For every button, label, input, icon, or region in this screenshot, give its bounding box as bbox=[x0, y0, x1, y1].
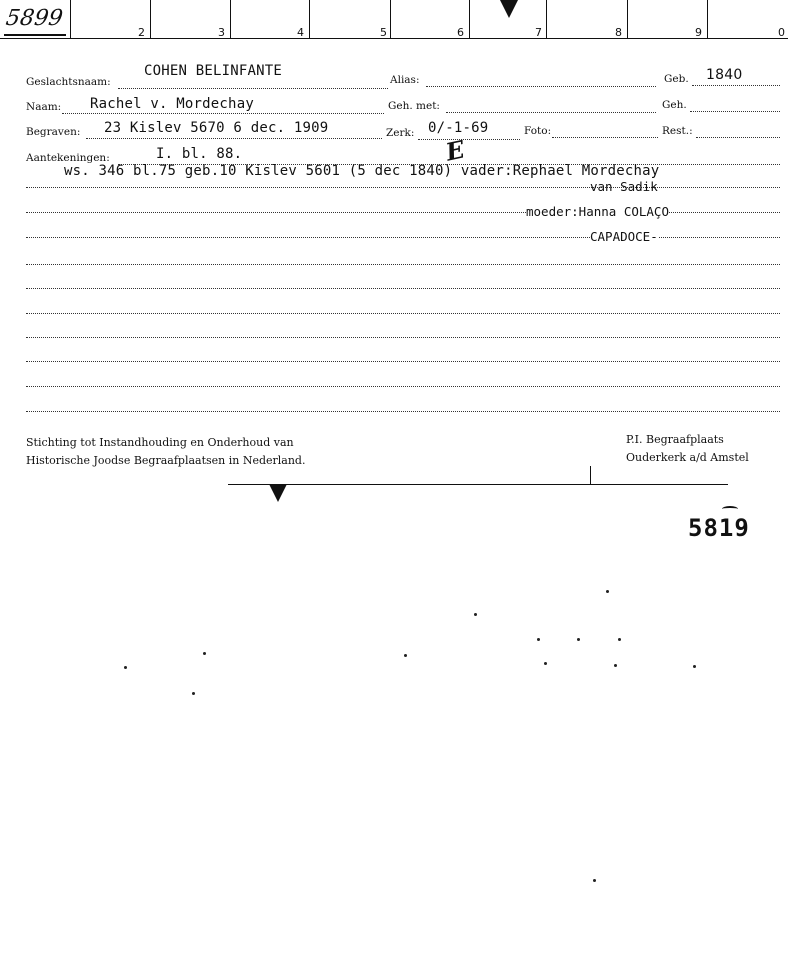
field-line bbox=[446, 112, 656, 113]
column-label-9: 9 bbox=[695, 26, 702, 39]
label-geb: Geb. bbox=[664, 73, 689, 85]
value-geb: 1840 bbox=[706, 67, 743, 83]
field-line bbox=[426, 86, 656, 87]
note-line bbox=[26, 337, 780, 338]
scan-speck bbox=[192, 692, 195, 695]
column-label-8: 8 bbox=[615, 26, 622, 39]
column-label-2: 2 bbox=[138, 26, 145, 39]
footer-left-line-2: Historische Joodse Begraafplaatsen in Nederland. bbox=[26, 454, 306, 467]
label-geh: Geh. bbox=[662, 99, 687, 111]
label-aantekeningen: Aantekeningen: bbox=[26, 152, 110, 164]
column-label-3: 3 bbox=[218, 26, 225, 39]
note-line-2: moeder:Hanna COLAÇO bbox=[526, 204, 669, 219]
note-line bbox=[26, 386, 780, 387]
note-line bbox=[26, 237, 780, 238]
note-line-1b: van Sadik bbox=[590, 179, 658, 194]
column-label-5: 5 bbox=[380, 26, 387, 39]
value-zerk: 0/-1-69 bbox=[428, 120, 489, 136]
label-foto: Foto: bbox=[524, 125, 552, 137]
field-line bbox=[692, 85, 780, 86]
column-divider bbox=[230, 0, 231, 38]
note-line bbox=[26, 411, 780, 412]
triangle-marker-icon bbox=[500, 0, 518, 18]
scan-speck bbox=[614, 664, 617, 667]
label-alias: Alias: bbox=[390, 74, 420, 86]
label-zerk: Zerk: bbox=[386, 127, 415, 139]
column-label-4: 4 bbox=[297, 26, 304, 39]
scan-speck bbox=[693, 665, 696, 668]
field-line bbox=[118, 88, 388, 89]
column-divider bbox=[70, 0, 71, 38]
column-label-0: 0 bbox=[778, 26, 785, 39]
field-line bbox=[418, 139, 520, 140]
footer-left-line-1: Stichting tot Instandhouding en Onderhoud van bbox=[26, 436, 294, 449]
scan-speck bbox=[537, 638, 540, 641]
label-begraven: Begraven: bbox=[26, 126, 81, 138]
scan-speck bbox=[618, 638, 621, 641]
field-line bbox=[86, 138, 382, 139]
value-aantekeningen: I. bl. 88. bbox=[156, 146, 243, 162]
card-bottom-edge bbox=[228, 484, 728, 485]
field-line bbox=[696, 137, 780, 138]
footer-right-line-2: Ouderkerk a/d Amstel bbox=[626, 451, 749, 464]
stamp-number: 5819 bbox=[688, 514, 750, 542]
note-line bbox=[26, 187, 780, 188]
column-divider bbox=[546, 0, 547, 38]
scan-speck bbox=[124, 666, 127, 669]
footer-right-line-1: P.I. Begraafplaats bbox=[626, 433, 724, 446]
scan-speck bbox=[593, 879, 596, 882]
stamp-tilde-mark bbox=[722, 506, 738, 512]
scan-speck bbox=[474, 613, 477, 616]
footer-tick bbox=[590, 466, 591, 484]
column-label-7: 7 bbox=[535, 26, 542, 39]
column-divider bbox=[150, 0, 151, 38]
handwritten-mark: E bbox=[443, 134, 468, 167]
value-geslachtsnaam: COHEN BELINFANTE bbox=[144, 63, 283, 79]
column-divider bbox=[469, 0, 470, 38]
column-divider bbox=[309, 0, 310, 38]
card-number-underline bbox=[4, 34, 66, 36]
triangle-marker-icon bbox=[269, 484, 287, 502]
column-divider bbox=[390, 0, 391, 38]
note-line bbox=[26, 361, 780, 362]
scan-speck bbox=[606, 590, 609, 593]
scan-speck bbox=[404, 654, 407, 657]
value-begraven: 23 Kislev 5670 6 dec. 1909 bbox=[104, 120, 329, 136]
column-label-6: 6 bbox=[457, 26, 464, 39]
field-line bbox=[62, 113, 384, 114]
card-number: 5899 bbox=[4, 6, 65, 31]
scan-speck bbox=[577, 638, 580, 641]
top-strip-line bbox=[0, 38, 788, 39]
label-geh-met: Geh. met: bbox=[388, 100, 440, 112]
field-line bbox=[552, 137, 658, 138]
label-rest: Rest.: bbox=[662, 125, 693, 137]
column-divider bbox=[627, 0, 628, 38]
scan-speck bbox=[544, 662, 547, 665]
field-line bbox=[690, 111, 780, 112]
note-line bbox=[26, 264, 780, 265]
note-line bbox=[26, 313, 780, 314]
note-line-3: CAPADOCE- bbox=[590, 229, 658, 244]
note-line-1: ws. 346 bl.75 geb.10 Kislev 5601 (5 dec 1840) vader:Rephael Mordechay bbox=[64, 163, 660, 179]
value-naam: Rachel v. Mordechay bbox=[90, 96, 254, 112]
scan-speck bbox=[203, 652, 206, 655]
label-geslachtsnaam: Geslachtsnaam: bbox=[26, 76, 111, 88]
label-naam: Naam: bbox=[26, 101, 62, 113]
note-line bbox=[26, 288, 780, 289]
column-divider bbox=[707, 0, 708, 38]
